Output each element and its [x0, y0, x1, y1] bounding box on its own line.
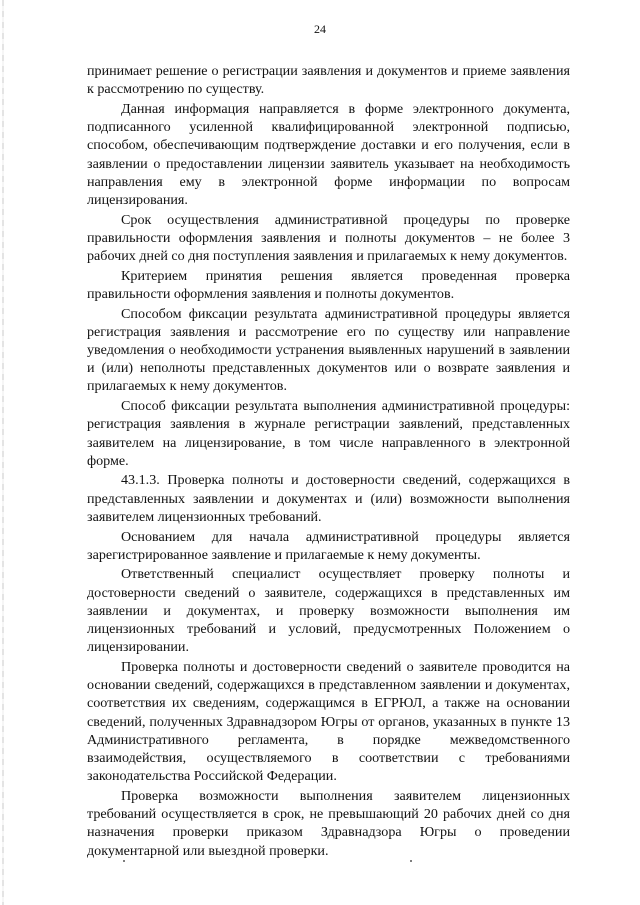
- paragraph: Основанием для начала административной процедуры является зарегистрированное заявление и прилагаемые к нему документы.: [87, 528, 570, 563]
- paragraph: Проверка возможности выполнения заявителем лицензионных требований осуществляется в срок, не превышающий 20 рабочих дней со дня назначения проверки приказом Здравнадзора Югры о проведении документарной или выездной проверки.: [87, 787, 570, 859]
- scan-edge: [2, 0, 4, 905]
- paragraph: Критерием принятия решения является проведенная проверка правильности оформления заявления и полноты документов.: [87, 267, 570, 302]
- paragraph: принимает решение о регистрации заявления и документов и приеме заявления к рассмотрению по существу.: [87, 63, 570, 98]
- scan-speck: [410, 860, 412, 862]
- paragraph: Срок осуществления административной процедуры по проверке правильности оформления заявления и полноты документов – не более 3 рабочих дней со дня поступления заявления и прилагаемых к нему документов.: [87, 211, 570, 265]
- paragraph: 43.1.3. Проверка полноты и достоверности сведений, содержащихся в представленных заявлении и документах и (или) возможности выполнения заявителем лицензионных требований.: [87, 472, 570, 525]
- scan-speck: [123, 860, 125, 862]
- paragraph: Проверка полноты и достоверности сведений о заявителе проводится на основании сведений, содержащихся в представленном заявлении и документах, соответствия их сведениям, содержащимся в ЕГРЮЛ, а также на основании сведений, полученных Здравнадзором Югры от органов, указанных в пункте 13 Административного регламента, в порядке межведомственного взаимодействия, осуществляемого в соответствии с требованиями законодательства Российской Федерации.: [87, 659, 570, 785]
- paragraph: Способом фиксации результата административной процедуры является регистрация заявления и рассмотрение его по существу или направление уведомления о необходимости устранения выявленных нарушений в заявлении и (или) неполноты представленных документов или о возврате заявления и прилагаемых к нему документов.: [87, 305, 570, 395]
- page-number: 24: [314, 22, 326, 36]
- document-body: [87, 62, 570, 861]
- paragraph: Ответственный специалист осуществляет проверку полноты и достоверности сведений о заявителе, содержащихся в представленных им заявлении и документах, и проверку возможности выполнения им лицензионных требований и условий, предусмотренных Положением о лицензировании.: [87, 566, 570, 656]
- paragraph: Данная информация направляется в форме электронного документа, подписанного усиленной квалифицированной электронной подписью, способом, обеспечивающим подтверждение доставки и его получения, если в заявлении о предоставлении лицензии заявитель указывает на необходимость направления ему в электронной форме информации по вопросам лицензирования.: [87, 100, 570, 208]
- paragraph: Способ фиксации результата выполнения административной процедуры: регистрация заявления в журнале регистрации заявлений, представленных заявителем на лицензирование, в том числе направленного в электронной форме.: [87, 398, 570, 469]
